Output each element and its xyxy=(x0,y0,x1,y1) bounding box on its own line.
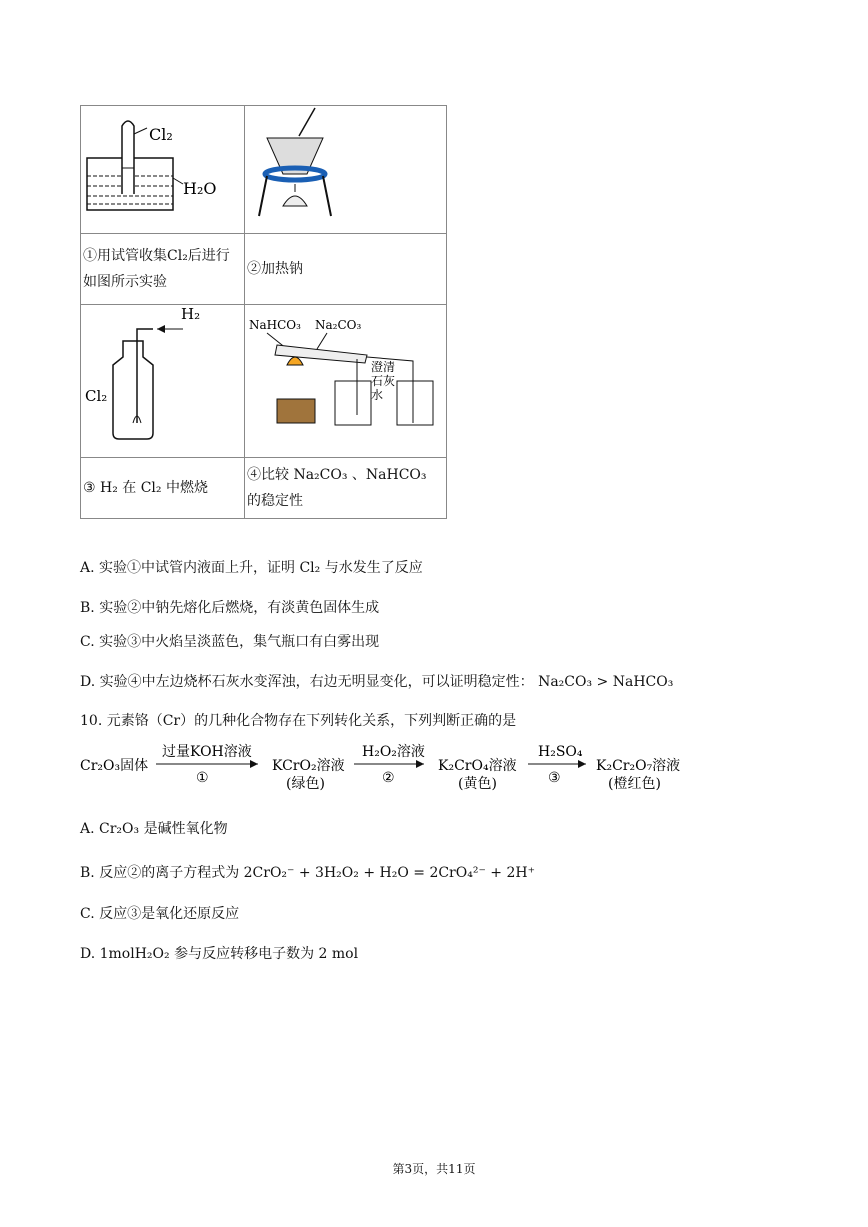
nahco3-label: NaHCO₃ xyxy=(249,318,301,332)
cell1-caption: ①用试管收集Cl₂后进行如图所示实验 xyxy=(81,234,245,305)
reaction-scheme xyxy=(80,740,780,800)
q9-option-b: B. 实验②中钠先熔化后燃烧，有淡黄色固体生成 xyxy=(80,600,380,616)
water-label-2: 石灰 xyxy=(371,374,396,388)
water-label-3: 水 xyxy=(371,388,384,402)
page-footer: 第3页，共11页 xyxy=(392,1162,476,1176)
reactant-cr2o3: Cr₂O₃固体 xyxy=(80,758,149,774)
product-k2cr2o7: K₂Cr₂O₇溶液 xyxy=(596,758,681,774)
h2o-label: H₂O xyxy=(183,179,217,198)
color-green: (绿色) xyxy=(286,776,325,792)
cl2-label: Cl₂ xyxy=(149,125,173,144)
cell3-caption: ③ H₂ 在 Cl₂ 中燃烧 xyxy=(81,458,245,519)
na2co3-label: Na₂CO₃ xyxy=(315,318,362,332)
reagent-1: 过量KOH溶液 xyxy=(162,744,252,760)
step-2: ② xyxy=(382,770,395,786)
q9-option-d: D. 实验④中左边烧杯石灰水变浑浊，右边无明显变化，可以证明稳定性： Na₂CO₃ > NaHCO₃ xyxy=(80,674,674,690)
product-k2cro4: K₂CrO₄溶液 xyxy=(438,758,517,774)
experiment-table xyxy=(80,105,447,519)
q10-option-a: A. Cr₂O₃ 是碱性氧化物 xyxy=(80,821,228,837)
q10-stem: 10. 元素铬（Cr）的几种化合物存在下列转化关系，下列判断正确的是 xyxy=(80,713,517,729)
figure-h2-burn xyxy=(81,305,245,458)
q10-option-c: C. 反应③是氧化还原反应 xyxy=(80,906,240,922)
q9-option-c: C. 实验③中火焰呈淡蓝色，集气瓶口有白雾出现 xyxy=(80,634,380,650)
q9-option-a: A. 实验①中试管内液面上升，证明 Cl₂ 与水发生了反应 xyxy=(80,560,423,576)
figure-heat-sodium xyxy=(245,106,447,234)
color-yellow: (黄色) xyxy=(458,776,497,792)
step-3: ③ xyxy=(548,770,561,786)
q10-option-d: D. 1molH₂O₂ 参与反应转移电子数为 2 mol xyxy=(80,946,359,962)
reagent-3: H₂SO₄ xyxy=(538,744,583,760)
figure-carbonate-stability xyxy=(245,305,447,458)
cl2-bottle-label: Cl₂ xyxy=(85,387,108,405)
step-1: ① xyxy=(196,770,209,786)
water-label-1: 澄清 xyxy=(371,360,396,374)
reagent-2: H₂O₂溶液 xyxy=(362,744,425,760)
q10-option-b: B. 反应②的离子方程式为 2CrO₂⁻ + 3H₂O₂ + H₂O = 2CrO₄²⁻ + 2H⁺ xyxy=(80,865,535,881)
h2-label: H₂ xyxy=(181,305,201,323)
product-kcro2: KCrO₂溶液 xyxy=(272,758,345,774)
cell4-caption: ④比较 Na₂CO₃ 、NaHCO₃ 的稳定性 xyxy=(245,458,447,519)
color-orange-red: (橙红色) xyxy=(608,776,661,792)
figure-cl2-tube xyxy=(81,106,245,234)
cell2-caption: ②加热钠 xyxy=(245,234,447,305)
